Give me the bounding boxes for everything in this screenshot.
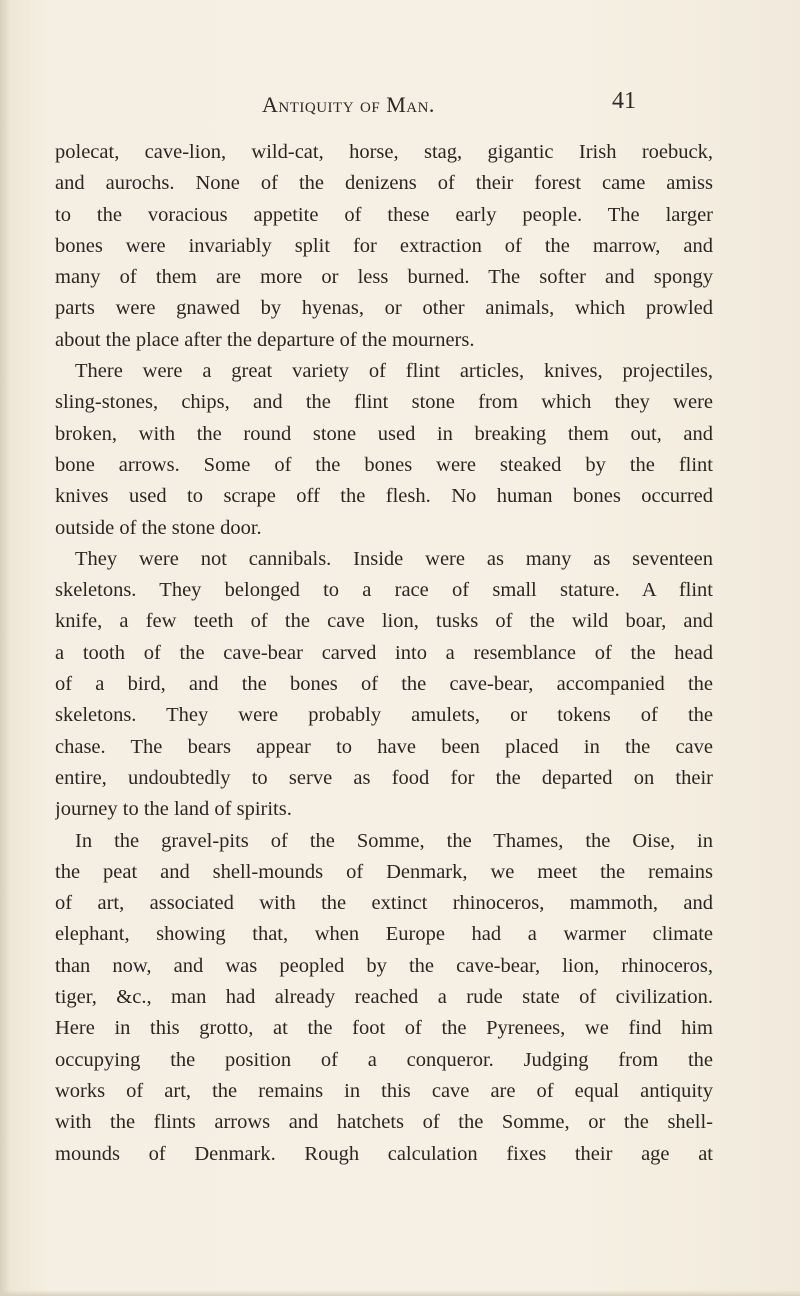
- running-title: Antiquity of Man.: [262, 92, 435, 117]
- text-line: sling-stones, chips, and the flint stone from which they were: [55, 391, 713, 414]
- text-line: a tooth of the cave-bear carved into a resemblance of the head: [55, 641, 713, 664]
- text-line: outside of the stone door.: [55, 516, 262, 539]
- text-line: journey to the land of spirits.: [55, 798, 292, 821]
- text-line: parts were gnawed by hyenas, or other animals, which prowled: [55, 297, 713, 320]
- text-line: of art, associated with the extinct rhinoceros, mammoth, and: [55, 892, 713, 915]
- text-line: many of them are more or less burned. The softer and spongy: [55, 266, 713, 289]
- text-line: knives used to scrape off the flesh. No human bones occurred: [55, 485, 713, 508]
- text-line: knife, a few teeth of the cave lion, tusks of the wild boar, and: [55, 610, 713, 633]
- page-number: 41: [612, 88, 636, 114]
- text-line: bone arrows. Some of the bones were steaked by the flint: [55, 453, 713, 476]
- text-line: skeletons. They belonged to a race of small stature. A flint: [55, 579, 713, 602]
- text-line: chase. The bears appear to have been placed in the cave: [55, 735, 713, 758]
- text-line: broken, with the round stone used in breaking them out, and: [55, 422, 713, 445]
- text-line: works of art, the remains in this cave are of equal antiquity: [55, 1079, 713, 1102]
- text-line: about the place after the departure of the mourners.: [55, 328, 475, 351]
- text-line: polecat, cave-lion, wild-cat, horse, stag, gigantic Irish roebuck,: [55, 141, 713, 163]
- text-line: the peat and shell-mounds of Denmark, we meet the remains: [55, 860, 713, 883]
- text-line: skeletons. They were probably amulets, or tokens of the: [55, 704, 713, 727]
- page-edge-shadow: [0, 1290, 800, 1296]
- text-line: mounds of Denmark. Rough calculation fixes their age at: [55, 1142, 713, 1165]
- text-line: elephant, showing that, when Europe had a warmer climate: [55, 923, 713, 946]
- text-line: occupying the position of a conqueror. Judging from the: [55, 1048, 713, 1071]
- text-line: than now, and was peopled by the cave-bear, lion, rhinoceros,: [55, 954, 713, 977]
- text-line: bones were invariably split for extraction of the marrow, and: [55, 234, 713, 257]
- text-line: of a bird, and the bones of the cave-bear, accompanied the: [55, 673, 713, 696]
- body-text: [55, 137, 713, 1170]
- text-line: entire, undoubtedly to serve as food for the departed on their: [55, 766, 713, 789]
- text-line: Here in this grotto, at the foot of the Pyrenees, we find him: [55, 1017, 713, 1040]
- text-line: They were not cannibals. Inside were as many as seventeen: [75, 547, 713, 570]
- text-line: There were a great variety of flint articles, knives, projectiles,: [75, 360, 713, 383]
- text-line: tiger, &c., man had already reached a rude state of civilization.: [55, 986, 713, 1009]
- text-line: with the flints arrows and hatchets of the Somme, or the shell-: [55, 1111, 713, 1134]
- binding-shadow: [0, 0, 10, 1296]
- text-line: In the gravel-pits of the Somme, the Thames, the Oise, in: [75, 829, 713, 852]
- running-head: [262, 88, 682, 122]
- text-line: to the voracious appetite of these early people. The larger: [55, 203, 713, 226]
- text-line: and aurochs. None of the denizens of their forest came amiss: [55, 172, 713, 195]
